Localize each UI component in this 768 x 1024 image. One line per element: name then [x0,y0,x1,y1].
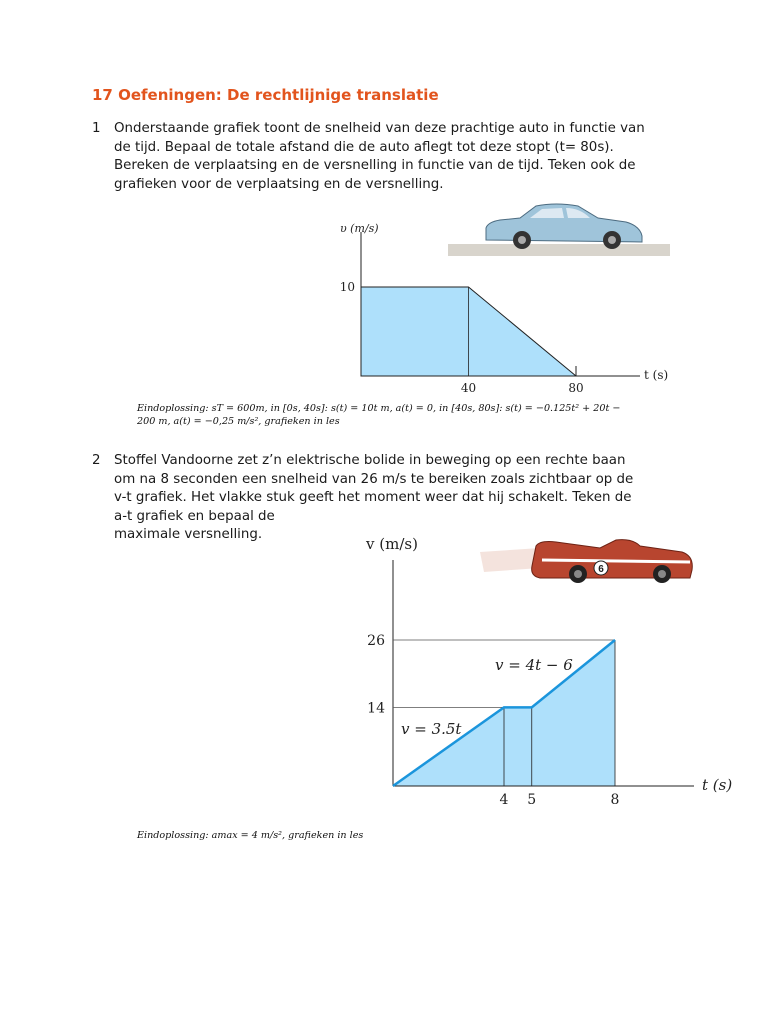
x-tick-label: 5 [527,792,537,808]
y-tick-label: 26 [367,633,385,649]
solution-line: Eindoplossing: sT = 600m, in [0s, 40s]: s(t) = 10t m, a(t) = 0, in [40s, 80s]: s(t) = −0.125t² + 20t − [137,403,621,414]
exercise-1-line: Bereken de verplaatsing en de versnelling in functie van de tijd. Teken ook de [114,158,636,174]
y-axis-label: υ (m/s) [340,222,379,235]
exercise-1-line: de tijd. Bepaal de totale afstand die de auto aflegt tot deze stopt (t= 80s). [114,139,614,155]
race-car-number: 6 [598,564,604,575]
x-axis-label: t (s) [644,368,669,382]
x-tick-label: 40 [460,381,477,395]
race-car-icon [480,540,692,583]
exercise-2-line: v-t grafiek. Het vlakke stuk geeft het moment weer dat hij schakelt. Teken de [114,490,632,506]
x-tick-label: 8 [610,792,620,808]
exercise-2-line: a-t grafiek en bepaal de [114,508,275,524]
exercise-1-line: grafieken voor de verplaatsing en de versnelling. [114,176,444,192]
exercise-1-number: 1 [92,121,101,136]
upper-segment-label: v = 4t − 6 [495,656,573,674]
exercise-2-line: om na 8 seconden een snelheid van 26 m/s te bereiken zoals zichtbaar op de [114,471,634,487]
y-axis-label: v (m/s) [366,535,418,553]
exercise-1-line: Onderstaande grafiek toont de snelheid van deze prachtige auto in functie van [114,121,645,136]
x-tick-label: 4 [499,792,509,808]
y-tick-label: 10 [339,280,355,294]
y-tick-label: 14 [367,700,385,717]
exercise-2-solution: Eindoplossing: amax = 4 m/s², grafieken in les [137,830,364,841]
exercise-2-line: maximale versnelling. [114,527,263,543]
x-axis-label: t (s) [702,776,733,794]
page-title: 17 Oefeningen: De rechtlijnige translatie [92,86,439,104]
lower-segment-label: v = 3.5t [401,720,462,738]
exercise-2-line: Stoffel Vandoorne zet z’n elektrische bolide in beweging op een rechte baan [114,453,626,468]
solution-line: 200 m, a(t) = −0,25 m/s², grafieken in les [137,416,340,427]
exercise-2-number: 2 [92,453,101,468]
x-tick-label: 80 [568,381,584,395]
